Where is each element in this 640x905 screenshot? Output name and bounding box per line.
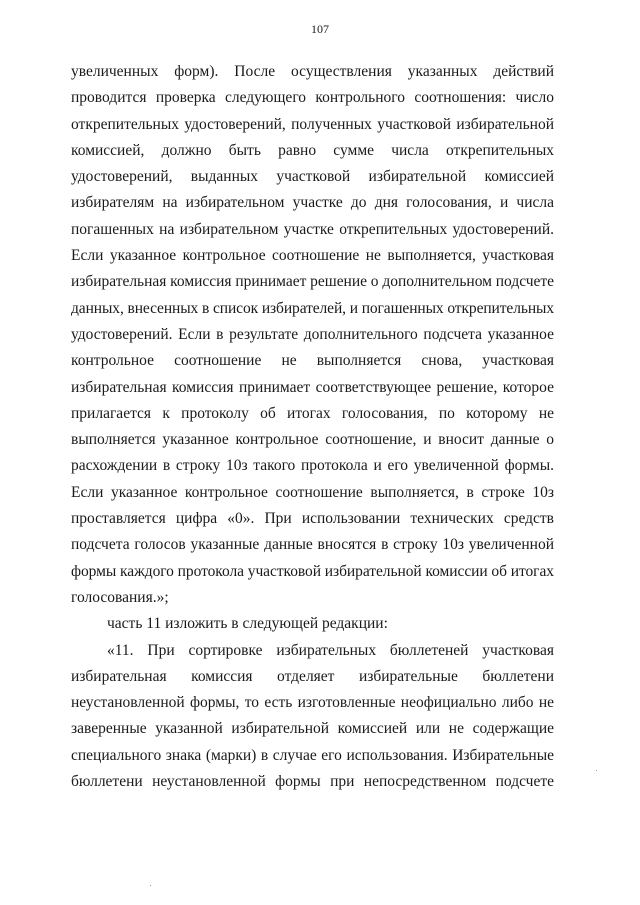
text-line: удостоверений, выданных участковой избирательной комиссией [71,168,554,186]
text-line: удостоверений. Если в результате дополнительного подсчета указанное [71,325,554,343]
text-line: избирательная комиссия отделяет избирательные бюллетени [71,667,554,685]
scan-speck [150,885,151,886]
page-number: 107 [311,22,329,36]
scan-speck [596,770,597,771]
paragraph-instruction [71,611,554,637]
text-line: выполняется указанное контрольное соотношение, и вносит данные о [71,431,554,449]
paragraph-continuation [71,59,554,611]
text-line: неустановленной формы, то есть изготовленные неофициально либо не [71,694,554,712]
text-line: погашенных на избирательном участке открепительных удостоверений. [71,220,554,238]
text-line: избирателям на избирательном участке до дня голосования, и числа [71,194,554,212]
text-line: избирательная комиссия принимает решение о дополнительном подсчете [71,273,554,291]
text-line: проводится проверка следующего контрольного соотношения: число [71,89,554,107]
text-line: прилагается к протоколу об итогах голосования, по которому не [71,404,554,422]
paragraph-amendment [71,638,554,796]
text-line: расхождении в строку 10з такого протокола и его увеличенной формы. [71,457,554,475]
text-line: избирательная комиссия принимает соответствующее решение, которое [71,378,554,396]
text-line: подсчета голосов указанные данные вносятся в строку 10з увеличенной [71,536,554,554]
text-line: Если указанное контрольное соотношение не выполняется, участковая [71,247,554,265]
text-line: проставляется цифра «0». При использовании технических средств [71,510,554,528]
text-line: Если указанное контрольное соотношение выполняется, в строке 10з [71,483,554,501]
text-line: формы каждого протокола участковой избирательной комиссии об итогах [71,562,554,580]
text-line: специального знака (марки) в случае его использования. Избирательные [71,746,554,764]
text-line: голосования.»; [71,588,169,606]
text-line: увеличенных форм). После осуществления указанных действий [71,63,554,80]
text-line: заверенные указанной избирательной комиссией или не содержащие [71,720,554,738]
text-line: часть 11 изложить в следующей редакции: [107,615,388,633]
text-line: «11. При сортировке избирательных бюллетеней участковая [107,641,554,659]
text-line: контрольное соотношение не выполняется снова, участковая [71,352,554,370]
text-line: открепительных удостоверений, полученных участковой избирательной [71,115,554,133]
text-line: комиссией, должно быть равно сумме числа открепительных [71,141,554,159]
text-line: данных, внесенных в список избирателей, и погашенных открепительных [71,299,554,317]
text-line: бюллетени неустановленной формы при непосредственном подсчете [71,773,554,791]
document-body [71,59,554,795]
